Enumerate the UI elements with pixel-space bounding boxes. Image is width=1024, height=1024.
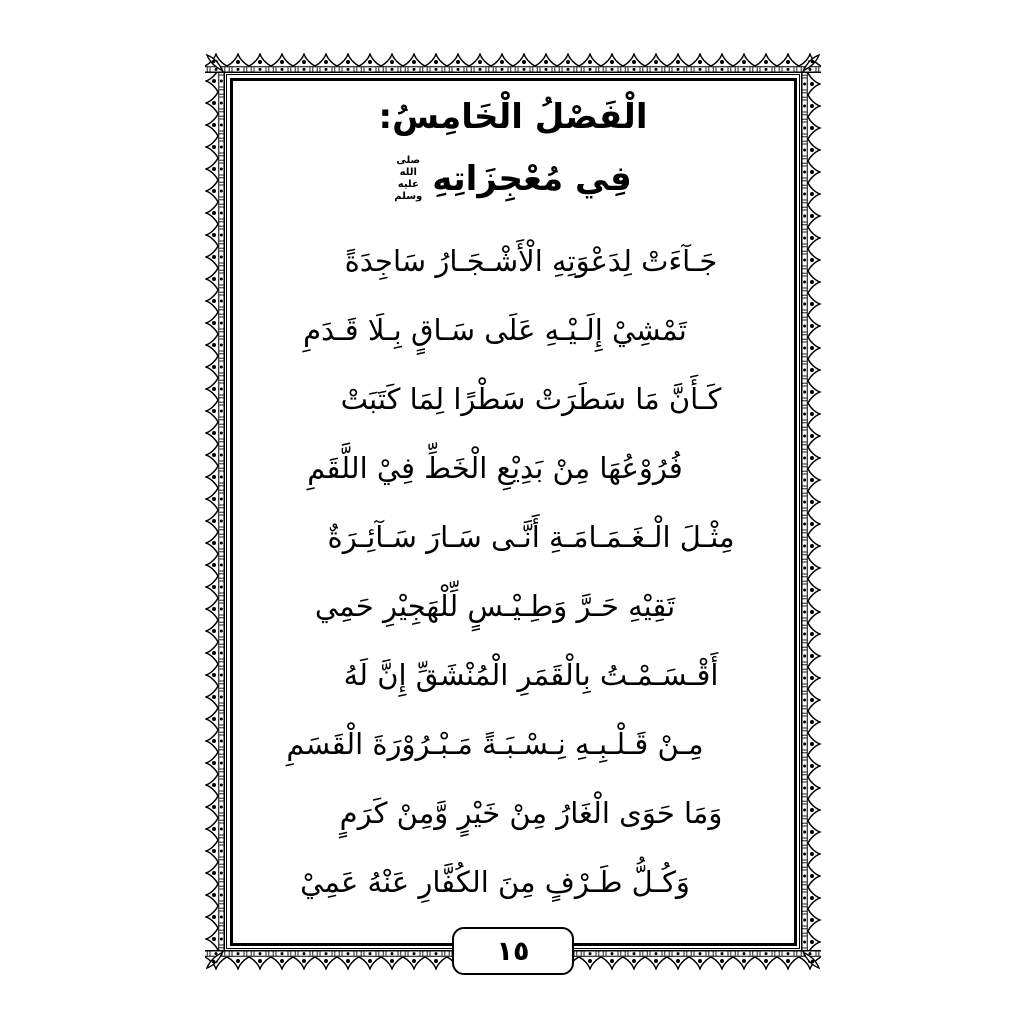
verse-line: تَقِيْهِ حَـرَّ وَطِـيْـسٍ لِّلْهَجِيْرِ حَمِي	[314, 588, 676, 623]
page-number: ١٥	[496, 935, 530, 967]
border-corner-leaf-icon	[205, 53, 225, 73]
honorific-line: وسلم	[394, 190, 423, 202]
poem-verses	[239, 227, 788, 917]
verse-line: فُرُوْعُهَا مِنْ بَدِيْعِ الْخَطِّ فِيْ اللَّقَمِ	[307, 450, 683, 485]
border-left-ornament	[205, 73, 225, 950]
chapter-subtitle-text: فِي مُعْجِزَاتِهِ	[432, 158, 632, 199]
border-corner-leaf-icon	[205, 950, 225, 970]
honorific-line: عليه	[397, 178, 419, 190]
border-top-ornament	[205, 53, 821, 73]
frame-outer-rule	[226, 74, 800, 949]
frame-inner-rule	[230, 78, 797, 946]
page-number-box	[452, 927, 574, 975]
verse-line: وَكُـلُّ طَـرْفٍ مِنَ الكُفَّارِ عَنْهُ عَمِيْ	[300, 864, 690, 899]
chapter-title: الْفَصْلُ الْخَامِسُ:	[378, 96, 648, 137]
verse-line: جَـآءَتْ لِدَعْوَتِهِ الْأَشْـجَـارُ سَاجِدَةً	[344, 243, 718, 278]
border-corner-leaf-icon	[801, 950, 821, 970]
salla-allahu-alayhi-wasallam-icon	[394, 155, 422, 203]
verse-line: مِثْـلَ الْـغَـمَـامَـةِ أَنَّـى سَـارَ سَـآئِـرَةٌ	[327, 519, 735, 554]
decorative-frame	[205, 53, 821, 970]
verse-line: وَمَا حَوَى الْغَارُ مِنْ خَيْرٍ وَّمِنْ كَرَمٍ	[339, 795, 723, 830]
honorific-line: صلى	[396, 154, 421, 166]
verse-line: تَمْشِيْ إِلَـيْـهِ عَلَى سَـاقٍ بِـلَا قَـدَمِ	[303, 312, 687, 347]
page-content	[239, 85, 788, 939]
verse-line: أَقْـسَـمْـتُ بِالْقَمَرِ الْمُنْشَقِّ إِنَّ لَهُ	[343, 657, 719, 692]
honorific-line: الله	[399, 166, 417, 178]
verse-line: كَـأَنَّ مَا سَطَرَتْ سَطْرًا لِمَا كَتَبَتْ	[340, 381, 722, 416]
border-corner-leaf-icon	[801, 53, 821, 73]
verse-line: مِـنْ قَـلْـبِـهِ نِـسْـبَـةً مَـبْـرُوْرَةَ الْقَسَمِ	[286, 726, 704, 761]
chapter-subtitle	[239, 150, 788, 208]
